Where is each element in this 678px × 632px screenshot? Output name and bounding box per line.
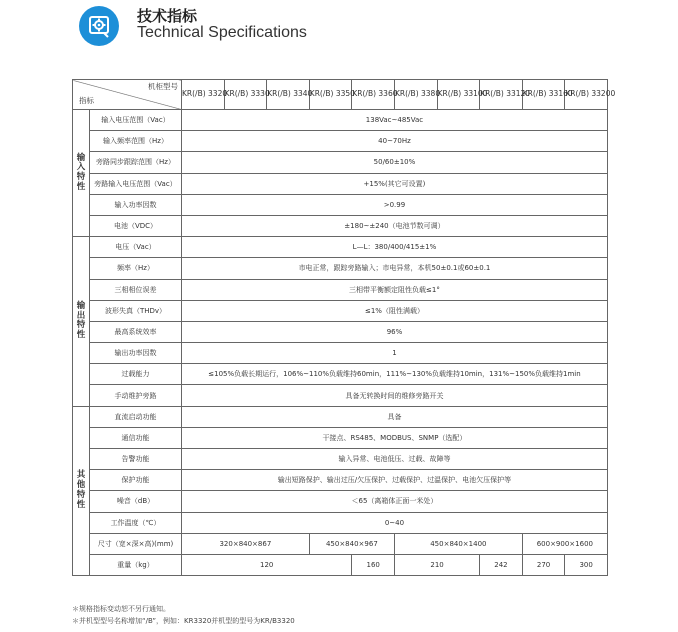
param-value: L—L：380/400/415±1% <box>182 237 608 258</box>
param-name: 输入功率因数 <box>90 194 182 215</box>
param-value: +15%(其它可设置) <box>182 173 608 194</box>
dimension-value: 450×840×967 <box>309 533 394 554</box>
param-name: 旁路同步跟踪范围（Hz） <box>90 152 182 173</box>
param-name: 输入频率范围（Hz） <box>90 131 182 152</box>
weight-value: 300 <box>565 554 608 575</box>
title-chinese: 技术指标 <box>137 7 198 25</box>
param-name: 电压（Vac） <box>90 237 182 258</box>
param-name: 工作温度（℃） <box>90 512 182 533</box>
param-name: 保护功能 <box>90 470 182 491</box>
footnote: ＊并机型型号名称增加“/B”，例如：KR3320并机型的型号为KR/B3320 <box>72 617 295 625</box>
group-label-other: 其他特性 <box>73 406 90 576</box>
table-row <box>73 449 608 470</box>
param-value: 0~40 <box>182 512 608 533</box>
weight-value: 160 <box>352 554 395 575</box>
param-value: ≤1%（阻性满载） <box>182 300 608 321</box>
table-row <box>73 258 608 279</box>
model-header: KR(/B) 33200 <box>565 80 608 110</box>
param-value: 96% <box>182 321 608 342</box>
param-value: 具备无转换时间的维修旁路开关 <box>182 385 608 406</box>
footnote: ＊规格指标变动恕不另行通知。 <box>72 605 170 613</box>
param-name: 手动维护旁路 <box>90 385 182 406</box>
group-label-input: 输入特性 <box>73 110 90 237</box>
gear-document-icon <box>79 6 119 46</box>
table-row <box>73 343 608 364</box>
model-header: KR(/B) 33120 <box>480 80 523 110</box>
table-row <box>73 215 608 236</box>
model-header: KR(/B) 3350 <box>309 80 352 110</box>
param-value: 138Vac~485Vac <box>182 110 608 131</box>
table-row-weight <box>73 554 608 575</box>
table-row <box>73 321 608 342</box>
param-value: 干接点、RS485、MODBUS、SNMP（选配） <box>182 427 608 448</box>
model-header: KR(/B) 33160 <box>522 80 565 110</box>
param-name: 直流启动功能 <box>90 406 182 427</box>
param-value: 50/60±10% <box>182 152 608 173</box>
param-value: 三相带平衡额定阻性负载≤1° <box>182 279 608 300</box>
table-row-dimensions <box>73 533 608 554</box>
model-header: KR(/B) 3320 <box>182 80 225 110</box>
section-header <box>79 2 599 56</box>
param-name: 通信功能 <box>90 427 182 448</box>
param-name: 波形失真（THDv） <box>90 300 182 321</box>
table-row <box>73 406 608 427</box>
dimension-value: 600×900×1600 <box>522 533 607 554</box>
weight-value: 210 <box>394 554 479 575</box>
param-name: 电池（VDC） <box>90 215 182 236</box>
param-value: 40~70Hz <box>182 131 608 152</box>
table-header-row <box>73 80 608 110</box>
title-english: Technical Specifications <box>137 24 307 41</box>
param-name: 三相相位误差 <box>90 279 182 300</box>
param-value: ＜65（离箱体正面一米处） <box>182 491 608 512</box>
param-value: ≤105%负载长期运行，106%~110%负载维持60min，111%~130%负载维持10min，131%~150%负载维持1min <box>182 364 608 385</box>
param-name: 尺寸（宽×深×高)(mm) <box>90 533 182 554</box>
corner-index-label: 指标 <box>79 96 94 106</box>
param-value: 输入异常、电池低压、过载、故障等 <box>182 449 608 470</box>
model-header: KR(/B) 3360 <box>352 80 395 110</box>
table-row <box>73 152 608 173</box>
param-name: 频率（Hz） <box>90 258 182 279</box>
param-name: 噪音（dB） <box>90 491 182 512</box>
table-row <box>73 385 608 406</box>
param-name: 输入电压范围（Vac） <box>90 110 182 131</box>
param-name: 输出功率因数 <box>90 343 182 364</box>
param-value: 输出短路保护、输出过压/欠压保护、过载保护、过温保护、电池欠压保护等 <box>182 470 608 491</box>
param-value: 具备 <box>182 406 608 427</box>
model-header: KR(/B) 33100 <box>437 80 480 110</box>
param-value: 1 <box>182 343 608 364</box>
table-row <box>73 427 608 448</box>
table-row <box>73 491 608 512</box>
table-row <box>73 279 608 300</box>
table-row <box>73 110 608 131</box>
group-label-output: 输出特性 <box>73 237 90 407</box>
table-row <box>73 237 608 258</box>
model-header: KR(/B) 3340 <box>267 80 310 110</box>
param-name: 告警功能 <box>90 449 182 470</box>
spec-table <box>72 79 616 576</box>
footnotes <box>72 603 295 627</box>
table-row <box>73 131 608 152</box>
header-corner <box>73 80 182 110</box>
param-name: 重量（kg） <box>90 554 182 575</box>
weight-value: 242 <box>480 554 523 575</box>
table-row <box>73 194 608 215</box>
param-value: ±180~±240（电池节数可调） <box>182 215 608 236</box>
table-row <box>73 173 608 194</box>
dimension-value: 320×840×867 <box>182 533 310 554</box>
dimension-value: 450×840×1400 <box>394 533 522 554</box>
corner-model-label: 机柜型号 <box>148 82 178 91</box>
table-row <box>73 364 608 385</box>
param-value: 市电正常，跟踪旁路输入；市电异常，本机50±0.1或60±0.1 <box>182 258 608 279</box>
weight-value: 270 <box>522 554 565 575</box>
param-name: 旁路输入电压范围（Vac） <box>90 173 182 194</box>
table-row <box>73 470 608 491</box>
table-row <box>73 300 608 321</box>
model-header: KR(/B) 3380 <box>394 80 437 110</box>
table-row <box>73 512 608 533</box>
param-name: 过载能力 <box>90 364 182 385</box>
model-header: KR(/B) 3330 <box>224 80 267 110</box>
param-name: 最高系统效率 <box>90 321 182 342</box>
param-value: >0.99 <box>182 194 608 215</box>
weight-value: 120 <box>182 554 352 575</box>
